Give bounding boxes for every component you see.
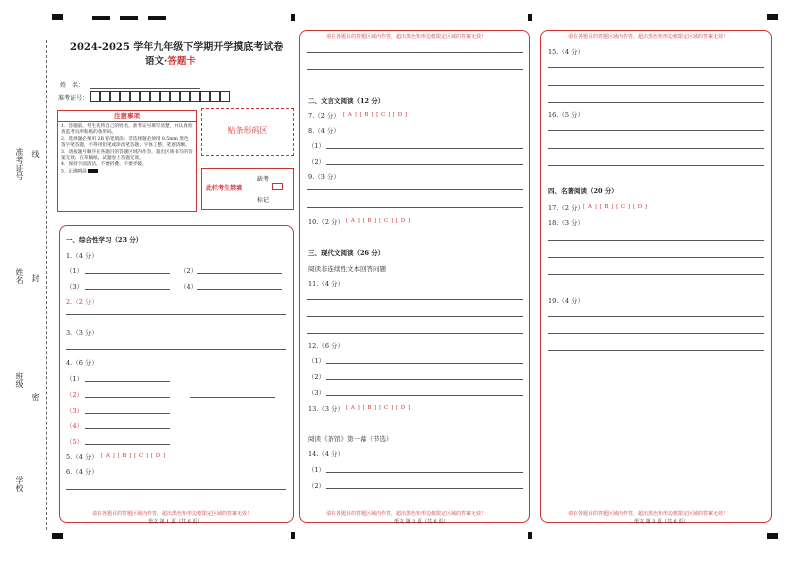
q13-choice-options[interactable]: [ A ] [ B ] [ C ] [ D ] bbox=[346, 405, 411, 411]
id-digit-box[interactable] bbox=[150, 91, 160, 102]
answer-panel-1 bbox=[59, 225, 294, 523]
name-field[interactable] bbox=[90, 88, 200, 89]
registration-mark bbox=[52, 533, 63, 539]
q8-sub-2: （2） bbox=[308, 158, 326, 166]
side-label-id: 准考证号 bbox=[15, 148, 24, 180]
registration-mark bbox=[767, 14, 778, 20]
question-9: 9.（3 分） bbox=[308, 173, 340, 181]
question-1: 1.（4 分） bbox=[66, 252, 98, 260]
answer-line[interactable] bbox=[85, 397, 170, 398]
side-label-line: 线 bbox=[31, 150, 40, 158]
absent-checkbox[interactable] bbox=[272, 183, 283, 190]
question-2: 2.（2 分） bbox=[66, 298, 98, 306]
q4-sub-5: （5） bbox=[66, 438, 84, 446]
answer-line[interactable] bbox=[85, 444, 170, 445]
answer-line[interactable] bbox=[548, 350, 764, 351]
q4-sub-4: （4） bbox=[66, 422, 84, 430]
answer-line[interactable] bbox=[85, 273, 170, 274]
answer-line[interactable] bbox=[307, 69, 523, 70]
question-17: 17.（2 分） bbox=[548, 204, 585, 212]
absent-mark-label: 标记 bbox=[257, 197, 270, 204]
filled-sample-mark bbox=[88, 169, 98, 173]
q12-sub-2: （2） bbox=[308, 373, 326, 381]
exam-title: 2024-2025 学年九年级下学期开学摸底考试卷 bbox=[70, 42, 284, 53]
id-digit-box[interactable] bbox=[180, 91, 190, 102]
barcode-area-label: 贴条形码区 bbox=[227, 126, 268, 135]
absent-box bbox=[201, 168, 294, 210]
answer-line[interactable] bbox=[307, 316, 523, 317]
id-digit-box[interactable] bbox=[170, 91, 180, 102]
answer-line[interactable] bbox=[85, 413, 170, 414]
id-digit-box[interactable] bbox=[190, 91, 200, 102]
answer-line[interactable] bbox=[307, 52, 523, 53]
answer-line[interactable] bbox=[307, 189, 523, 190]
question-19: 19.（4 分） bbox=[548, 297, 585, 305]
page-3-footer: 语文 第 3 页（共 6 页） bbox=[634, 519, 689, 525]
registration-mark bbox=[767, 533, 778, 539]
id-label: 准考证号： bbox=[58, 95, 89, 102]
exam-subtitle bbox=[145, 53, 196, 67]
page-2-footer: 语文 第 2 页（共 6 页） bbox=[394, 519, 449, 525]
notice-item: 4．保持卡面清洁，不要折叠、不要弄破。 bbox=[61, 162, 147, 168]
answer-line[interactable] bbox=[307, 333, 523, 334]
q1-sub-4: （4） bbox=[180, 283, 198, 291]
q7-choice-options[interactable]: [ A ] [ B ] [ C ] [ D ] bbox=[343, 112, 408, 118]
answer-line[interactable] bbox=[326, 395, 523, 396]
section-1-title: 一、综合性学习（23 分） bbox=[66, 236, 143, 244]
side-label-school: 学校 bbox=[15, 476, 24, 492]
correct-fill-label: 5．正确填涂 bbox=[61, 169, 87, 175]
q17-choice-options[interactable]: [ A ] [ B ] [ C ] [ D ] bbox=[583, 204, 648, 210]
registration-mark bbox=[148, 16, 166, 20]
answer-line[interactable] bbox=[197, 273, 282, 274]
answer-line[interactable] bbox=[307, 299, 523, 300]
id-digit-box[interactable] bbox=[160, 91, 170, 102]
notice-item: 2．选择题必须用 2B 铅笔填涂；非选择题必须用 0.5mm 黑色签字笔答题，不得用铅笔或涂改笔答题；字体工整、笔迹清晰。 bbox=[61, 136, 190, 149]
answer-line[interactable] bbox=[548, 333, 764, 334]
answer-line[interactable] bbox=[548, 316, 764, 317]
id-digit-box[interactable] bbox=[220, 91, 230, 102]
question-7: 7.（2 分） bbox=[308, 112, 340, 120]
notice-item: 3．请按题号顺序在各题目的答题区域内作答，超出区域书写的答案无效；在草稿纸、试题卷上答题无效。 bbox=[61, 149, 193, 162]
answer-line[interactable] bbox=[548, 130, 764, 131]
answer-line[interactable] bbox=[326, 488, 523, 489]
q1-sub-1: （1） bbox=[66, 267, 84, 275]
side-label-seal: 封 bbox=[31, 274, 40, 282]
q12-sub-1: （1） bbox=[308, 357, 326, 365]
answer-line[interactable] bbox=[66, 314, 286, 315]
answer-line[interactable] bbox=[326, 472, 523, 473]
answer-line[interactable] bbox=[307, 207, 523, 208]
absent-label: 此栏考生禁填 bbox=[206, 185, 243, 192]
absent-mark-label: 缺考 bbox=[257, 176, 270, 183]
question-3: 3.（3 分） bbox=[66, 329, 98, 337]
q14-sub-1: （1） bbox=[308, 466, 326, 474]
answer-line[interactable] bbox=[197, 289, 282, 290]
answer-line[interactable] bbox=[548, 274, 764, 275]
question-14: 14.（4 分） bbox=[308, 450, 345, 458]
registration-mark bbox=[528, 532, 532, 539]
id-digit-box[interactable] bbox=[110, 91, 120, 102]
answer-line[interactable] bbox=[326, 363, 523, 364]
answer-panel-3 bbox=[540, 30, 772, 523]
side-label-class: 班级 bbox=[15, 372, 24, 388]
notice-box bbox=[57, 110, 197, 212]
q1-sub-3: （3） bbox=[66, 283, 84, 291]
answer-line[interactable] bbox=[66, 349, 286, 350]
panel-3-warning-top: 请在各题目的答题区域内作答，超出黑色矩形边框限定区域的答案无效！ bbox=[568, 34, 729, 40]
name-label: 姓 名： bbox=[60, 82, 85, 89]
notice-item: 1．答题前，考生先将自己的姓名，准考证号填写清楚，并认真检查监考员所粘贴的条形码。 bbox=[61, 124, 193, 136]
question-15: 15.（4 分） bbox=[548, 48, 585, 56]
answer-line[interactable] bbox=[85, 381, 170, 382]
answer-line[interactable] bbox=[326, 379, 523, 380]
answer-line[interactable] bbox=[326, 148, 523, 149]
side-label-dense: 密 bbox=[31, 393, 40, 401]
q12-sub-3: （3） bbox=[308, 389, 326, 397]
q4-sub-2: （2） bbox=[66, 391, 84, 399]
registration-mark bbox=[92, 16, 110, 20]
id-digit-box[interactable] bbox=[210, 91, 220, 102]
id-digit-box[interactable] bbox=[200, 91, 210, 102]
question-4: 4.（6 分） bbox=[66, 359, 98, 367]
answer-line[interactable] bbox=[548, 102, 764, 103]
subtitle-answer-card: 答题卡 bbox=[167, 56, 196, 67]
q14-sub-2: （2） bbox=[308, 482, 326, 490]
answer-line[interactable] bbox=[548, 85, 764, 86]
reading-teahouse: 阅读《茶馆》第一幕（节选） bbox=[308, 435, 393, 443]
answer-line[interactable] bbox=[85, 428, 170, 429]
registration-mark bbox=[291, 14, 295, 21]
subtitle-subject: 语文· bbox=[145, 56, 168, 67]
answer-line[interactable] bbox=[548, 165, 764, 166]
question-12: 12.（6 分） bbox=[308, 342, 345, 350]
question-18: 18.（3 分） bbox=[548, 219, 585, 227]
q5-choice-options[interactable]: [ A ] [ B ] [ C ] [ D ] bbox=[101, 453, 166, 459]
id-digit-box[interactable] bbox=[140, 91, 150, 102]
barcode-area bbox=[201, 108, 294, 156]
section-3-title: 三、现代文阅读（26 分） bbox=[308, 249, 385, 257]
id-digit-box[interactable] bbox=[90, 91, 100, 102]
answer-line[interactable] bbox=[326, 164, 523, 165]
registration-mark bbox=[52, 14, 63, 20]
question-5: 5.（4 分） bbox=[66, 453, 98, 461]
id-digit-box[interactable] bbox=[130, 91, 140, 102]
panel-2-warning-top: 请在各题目的答题区域内作答，超出黑色矩形边框限定区域的答案无效！ bbox=[326, 34, 487, 40]
section-4-title: 四、名著阅读（20 分） bbox=[548, 187, 618, 195]
answer-line[interactable] bbox=[66, 489, 286, 490]
reading-note: 阅读非连续性文本回答问题 bbox=[308, 265, 386, 273]
panel-1-warning: 请在各题目的答题区域内作答，超出黑色矩形边框限定区域的答案无效！ bbox=[92, 511, 253, 517]
panel-3-warning-bottom: 请在各题目的答题区域内作答，超出黑色矩形边框限定区域的答案无效！ bbox=[568, 511, 729, 517]
answer-line[interactable] bbox=[548, 148, 764, 149]
question-8: 8.（4 分） bbox=[308, 127, 340, 135]
question-11: 11.（4 分） bbox=[308, 280, 345, 288]
answer-line[interactable] bbox=[85, 289, 170, 290]
question-6: 6.（4 分） bbox=[66, 468, 98, 476]
q4-sub-1: （1） bbox=[66, 375, 84, 383]
binding-line bbox=[46, 40, 47, 530]
q4-sub-3: （3） bbox=[66, 407, 84, 415]
question-13: 13.（3 分） bbox=[308, 405, 345, 413]
id-digit-box[interactable] bbox=[100, 91, 110, 102]
notice-item bbox=[61, 169, 193, 176]
answer-line[interactable] bbox=[190, 397, 275, 398]
section-2-title: 二、文言文阅读（12 分） bbox=[308, 97, 385, 105]
notice-title: 注意事项 bbox=[58, 111, 196, 122]
answer-line[interactable] bbox=[548, 257, 764, 258]
question-10: 10.（2 分） bbox=[308, 218, 345, 226]
answer-line[interactable] bbox=[548, 67, 764, 68]
question-16: 16.（5 分） bbox=[548, 111, 585, 119]
panel-2-warning-bottom: 请在各题目的答题区域内作答，超出黑色矩形边框限定区域的答案无效！ bbox=[326, 511, 487, 517]
registration-mark bbox=[291, 532, 295, 539]
side-label-name: 姓名 bbox=[15, 268, 24, 284]
registration-mark bbox=[120, 16, 138, 20]
registration-mark bbox=[528, 14, 532, 21]
q8-sub-1: （1） bbox=[308, 142, 326, 150]
page-1-footer: 语文 第 1 页（共 6 页） bbox=[148, 519, 203, 525]
q1-sub-2: （2） bbox=[180, 267, 198, 275]
answer-line[interactable] bbox=[548, 240, 764, 241]
id-digit-box[interactable] bbox=[120, 91, 130, 102]
q10-choice-options[interactable]: [ A ] [ B ] [ C ] [ D ] bbox=[346, 218, 411, 224]
